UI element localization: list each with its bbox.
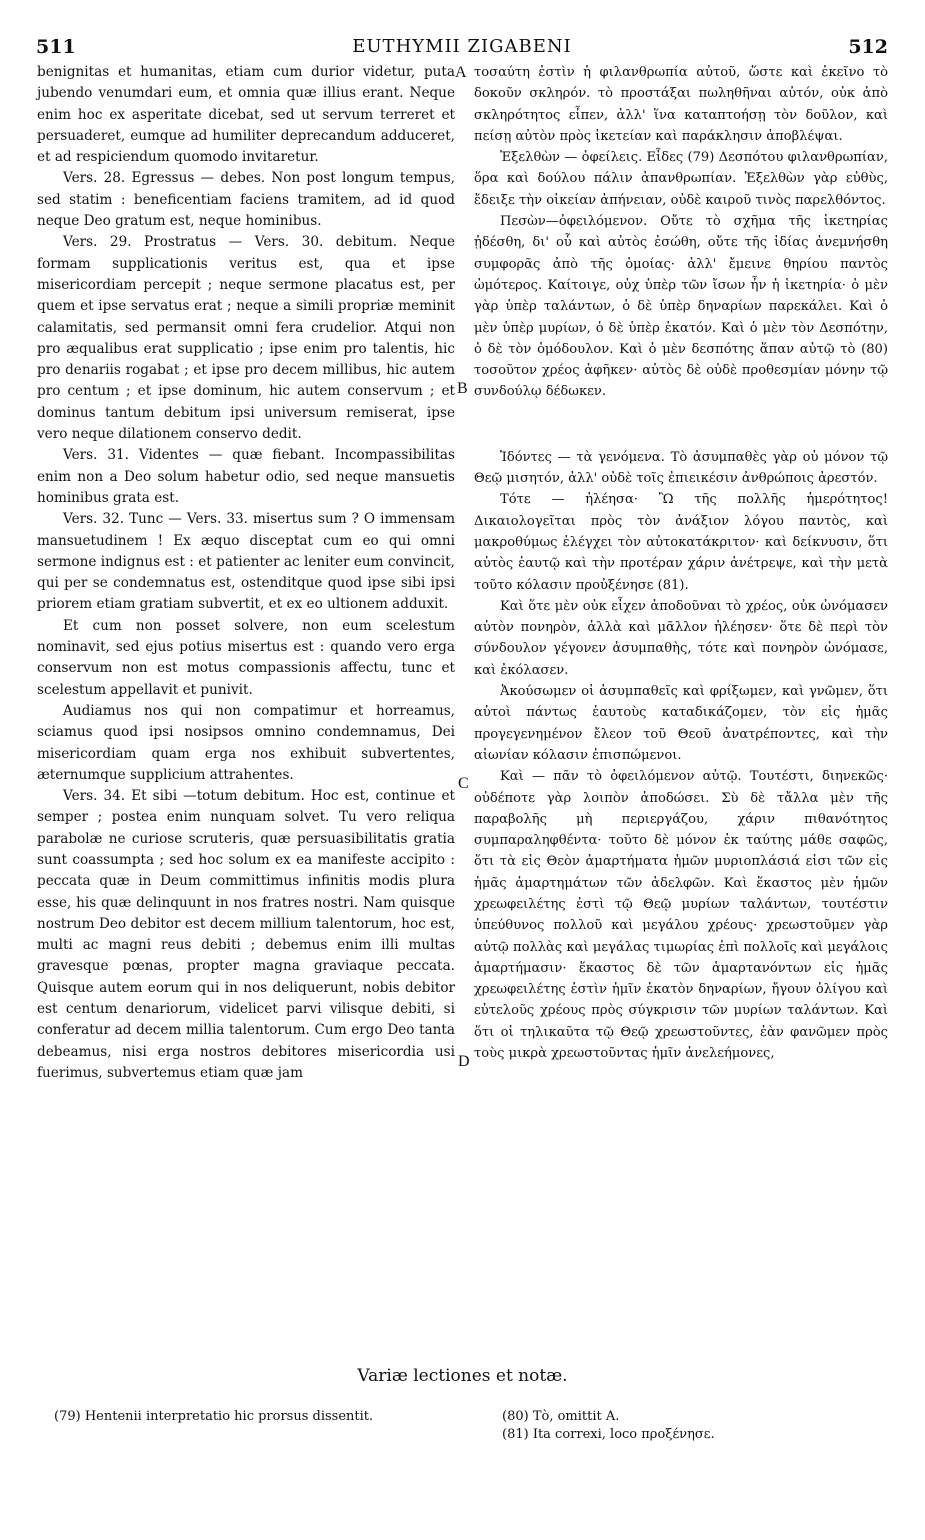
footnote-80: (80) Τὸ, omittit A. xyxy=(502,1409,620,1424)
margin-letter-a: A xyxy=(455,64,467,81)
latin-paragraph: Vers. 28. Egressus — debes. Non post longum tempus, sed statim : beneficentiam faciens tramitem, ad id quod neque Deo gratum est, neque hominibus. xyxy=(37,170,455,230)
footnote-81: (81) Ita correxi, loco προξένησε. xyxy=(502,1427,715,1442)
margin-letter-c: C xyxy=(458,775,469,792)
notes-left xyxy=(54,1408,464,1426)
latin-paragraph: Vers. 29. Prostratus — Vers. 30. debitum. Neque formam supplicationis veritus est, qua et ipse misericordiam percepit ; neque sermone placatus est, per quem et ipse servatus erat ; neque a simili propriæ meminit calamitatis, sed permansit omni fera crudelior. Atqui non pro æqualibus erat supplicatio ; ipse enim pro talentis, hic pro denariis rogabat ; et ipse pro decem millibus, hic autem pro centum ; et ipse dominum, hic autem conservum ; et dominus tantum debitum ipsi universum remiserat, ipse vero neque dilationem conservo dedit. xyxy=(37,234,455,443)
greek-paragraph: Τότε — ἠλέησα· Ὢ τῆς πολλῆς ἡμερότητος! Δικαιολογεῖται πρὸς τὸν ἀνάξιον λόγου παντὸς, καὶ μακροθύμως ἐλέγχει τὸν αὐτοκατάκριτον· καὶ δείκνυσιν, ὅτι αὐτὸς ἑαυτῷ καὶ τὴν προτέραν χάριν ἀνέτρεψε, καὶ τὴν μετὰ τοῦτο κόλασιν προὐξένησε (81). xyxy=(474,492,888,593)
page-number-right: 512 xyxy=(848,36,888,58)
greek-column xyxy=(474,62,888,1064)
latin-paragraph: Vers. 34. Et sibi —totum debitum. Hoc est, continue et semper ; postea enim nunquam solvet. Tu vero reliqua parabolæ ne curiose scruteris, quæ persuasibilitatis gratia sunt coassumpta ; sed hoc solum ex ea manifeste accipito : peccata quæ in Deum committimus infinitis modis plura esse, his quæ delinquunt in nos fratres nostri. Nam quisque nostrum Deo debitor est decem millium talentorum, hoc est, multi ac magni reus debiti ; debemus enim illi multas gravesque pœnas, propter magna graviaque peccata. Quisque autem eorum qui in nos deliquerunt, nobis debitor est centum denariorum, videlicet parvi vilisque debiti, si conferatur ad decem millia talentorum. Cum ergo Deo tanta debeamus, nisi erga nostros debitores misericordia usi fuerimus, subvertemus etiam quæ jam xyxy=(37,788,455,1081)
greek-paragraph: Καὶ ὅτε μὲν οὐκ εἶχεν ἀποδοῦναι τὸ χρέος, οὐκ ὠνόμασεν αὐτὸν πονηρὸν, ἀλλὰ καὶ μᾶλλον ἠλέησεν· ὅτε δὲ περὶ τὸν σύνδουλον γέγονεν ἀσυμπαθὴς, τότε καὶ πονηρὸν ὠνόμασε, καὶ ἐκόλασεν. xyxy=(474,598,888,678)
greek-paragraph: Καὶ — πᾶν τὸ ὀφειλόμενον αὐτῷ. Τουτέστι, διηνεκῶς· οὐδέποτε γὰρ λοιπὸν ἀποδώσει. Σὺ δὲ τἄλλα μὲν τῆς παραβολῆς μὴ περιεργάζου, χάριν πιθανότητος συμπαραληφθέντα· τοῦτο δὲ μόνον ἐκ ταύτης μάθε σαφῶς, ὅτι τὰ εἰς Θεὸν ἁμαρτήματα ἡμῶν μυριοπλάσιά εἰσι τῶν εἰς ἡμᾶς ἁμαρτημάτων τῶν ἀδελφῶν. Καὶ ἕκαστος μὲν ἡμῶν χρεωφειλέτης ἐστὶ τῷ Θεῷ μυρίων ταλάντων, τουτέστιν ὑπεύθυνος πολλοῦ καὶ μεγάλου χρέους· χρεωστοῦμεν γὰρ αὐτῷ πολλὰς καὶ μεγάλας τιμωρίας ἐπὶ πολλοῖς καὶ μεγάλοις ἁμαρτήμασιν· ἕκαστος δὲ τῶν ἁμαρτανόντων εἰς ἡμᾶς χρεωφειλέτης ἐστὶν ἡμῖν ἑκατὸν δηναρίων, ἤγουν ὀλίγου καὶ εὐτελοῦς χρέους πρὸς σύγκρισιν τῶν μυρίων ταλάντων. Καὶ ὅτι οἱ τηλικαῦτα τῷ Θεῷ χρεωστοῦντες, ἐὰν φανῶμεν πρὸς τοὺς μικρὰ χρεωστοῦντας ἡμῖν ἀνελεήμονες, xyxy=(474,769,888,1062)
greek-paragraph: Πεσὼν—ὀφειλόμενον. Οὔτε τὸ σχῆμα τῆς ἱκετηρίας ᾐδέσθη, δι' οὗ καὶ αὐτὸς ἐσώθη, οὔτε τῆς ἰδίας ἀνεμνήσθη συμφορᾶς ἀπὸ τῆς ὁμοίας· ἀλλ' ἔμεινε θηρίου παντὸς ὠμότερος. Καίτοιγε, οὐχ ὑπὲρ τῶν ἴσων ἦν ἡ ἱκετηρία· ὁ μὲν γὰρ ὑπὲρ ταλάντων, ὁ δὲ ὑπὲρ δηναρίων παρεκάλει. Καὶ ὁ μὲν ὑπὲρ μυρίων, ὁ δὲ ὑπὲρ ἑκατόν. Καὶ ὁ μὲν τὸν Δεσπότην, ὁ δὲ τὸν ὁμόδουλον. Καὶ ὁ μὲν δεσπότης ἅπαν αὐτῷ τὸ (80) τοσοῦτον χρέος ἀφῆκεν· αὐτὸς δὲ οὐδὲ προθεσμίαν μόνην τῷ συνδούλῳ δέδωκεν. xyxy=(474,214,888,400)
notes-title: Variæ lectiones et notæ. xyxy=(357,1366,568,1386)
latin-paragraph: benignitas et humanitas, etiam cum durior videtur, puta jubendo venumdari eum, et omnia quæ illius erant. Neque enim hoc ex asperitate dicebat, sed ut servum terreret et persuaderet, eumque ad humiliter deprecandum adduceret, et ad respiciendum quomodo invitaretur. xyxy=(37,64,455,166)
margin-letter-d: D xyxy=(458,1053,470,1070)
latin-paragraph: Et cum non posset solvere, non eum scelestum nominavit, sed ejus potius misertus est : quando vero erga conservum non est motus compassionis affectu, tunc et scelestum appellavit et punivit. xyxy=(37,617,455,698)
latin-paragraph: Vers. 32. Tunc — Vers. 33. misertus sum ? O immensam mansuetudinem ! Ex æquo disceptat cum eo qui omni sermone indignus est : et patienter ac leniter eum convincit, qui per se condemnatus est, ostenditque quod ipse sibi ipsi priorem etiam gratiam subvertit, et ex eo ultionem adduxit. xyxy=(37,511,455,613)
greek-paragraph: Ἀκούσωμεν οἱ ἀσυμπαθεῖς καὶ φρίξωμεν, καὶ γνῶμεν, ὅτι αὐτοὶ πάντως ἑαυτοὺς καταδικάζομεν, τὸν εἰς ἡμᾶς προγεγενημένον ἔλεον τοῦ Θεοῦ ἀνατρέποντες, καὶ τὴν αἰωνίαν κόλασιν ἐπισπώμενοι. xyxy=(474,684,888,763)
column-gap xyxy=(474,403,888,447)
margin-letter-b: B xyxy=(457,380,468,397)
latin-paragraph: Vers. 31. Videntes — quæ fiebant. Incompassibilitas enim non a Deo solum habetur odio, sed neque mansuetis hominibus grata est. xyxy=(37,447,455,506)
running-head: EUTHYMII ZIGABENI xyxy=(352,36,572,57)
page-number-left: 511 xyxy=(36,36,76,58)
footnote-79: (79) Hentenii interpretatio hic prorsus dissentit. xyxy=(54,1409,374,1424)
notes-right xyxy=(502,1408,892,1444)
latin-paragraph: Audiamus nos qui non compatimur et horreamus, sciamus quod ipsi nosipsos omnino condemnamus, Dei misericordiam quam erga nos exhibuit subvertentes, æternumque supplicium attrahentes. xyxy=(37,702,455,783)
greek-paragraph: Ἐξελθὼν — ὀφείλεις. Εἶδες (79) Δεσπότου φιλανθρωπίαν, ὅρα καὶ δούλου πάλιν ἀπανθρωπίαν. Ἐξελθὼν γὰρ εὐθὺς, ἔδειξε τὴν οἰκείαν ἀπήνειαν, οὐδὲ καιροῦ τινὸς παρελθόντος. xyxy=(474,150,888,208)
greek-paragraph: τοσαύτη ἐστὶν ἡ φιλανθρωπία αὐτοῦ, ὥστε καὶ ἐκεῖνο τὸ δοκοῦν σκληρόν. τὸ προστάξαι πωληθῆναι αὐτόν, οὐκ ἀπὸ σκληρότητος εἶπεν, ἀλλ' ἵνα καταπτοήσῃ τὸν δοῦλον, καὶ πείσῃ αὐτὸν πρὸς ἱκετείαν καὶ παράκλησιν ἀποβλέψαι. xyxy=(474,65,888,144)
page-header xyxy=(36,36,888,60)
greek-paragraph: Ἰδόντες — τὰ γενόμενα. Τὸ ἀσυμπαθὲς γὰρ οὐ μόνον τῷ Θεῷ μισητόν, ἀλλ' οὐδὲ τοῖς ἐπιεικέσιν ἀνθρώποις ἀρεστόν. xyxy=(474,449,888,487)
latin-column xyxy=(37,62,455,1084)
